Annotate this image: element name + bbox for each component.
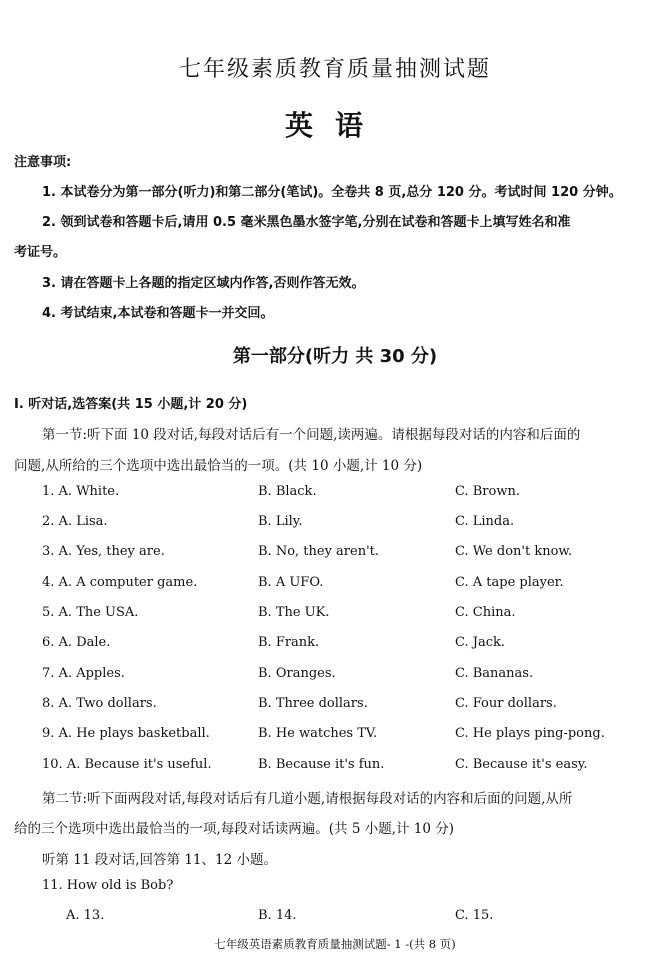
question-11-option-b: B. 14. [258, 908, 297, 923]
question-10-option-a: 10. A. Because it's useful. [42, 757, 212, 772]
question-2-option-c: C. Linda. [455, 514, 515, 529]
question-7-option-a: 7. A. Apples. [42, 666, 125, 681]
question-9-option-b: B. He watches TV. [258, 726, 378, 741]
question-7-option-c: C. Bananas. [455, 666, 534, 681]
question-7-option-b: B. Oranges. [258, 666, 336, 681]
exam-title: 七年级素质教育质量抽测试题 [178, 57, 491, 82]
section-one-heading: Ⅰ. 听对话,选答案(共 15 小题,计 20 分) [14, 397, 248, 412]
question-1-option-b: B. Black. [258, 484, 317, 499]
question-6-option-b: B. Frank. [258, 635, 320, 650]
question-6-option-a: 6. A. Dale. [42, 635, 111, 650]
notice-heading: 注意事项: [14, 155, 72, 170]
question-5-option-b: B. The UK. [258, 605, 330, 620]
question-2-option-b: B. Lily. [258, 514, 303, 529]
question-10-option-c: C. Because it's easy. [455, 757, 588, 772]
question-8-option-b: B. Three dollars. [258, 696, 368, 711]
question-11-option-c: C. 15. [455, 908, 494, 923]
part-one-heading: 第一部分(听力 共 30 分) [232, 346, 438, 367]
question-1-option-c: C. Brown. [455, 484, 520, 499]
notice-item-1: 1. 本试卷分为第一部分(听力)和第二部分(笔试)。全卷共 8 页,总分 120 分。考试时间 120 分钟。 [42, 185, 622, 200]
page-footer: 七年级英语素质教育质量抽测试题- 1 -(共 8 页) [214, 937, 456, 951]
question-10-option-b: B. Because it's fun. [258, 757, 385, 772]
question-8-option-a: 8. A. Two dollars. [42, 696, 157, 711]
notice-item-3: 3. 请在答题卡上各题的指定区域内作答,否则作答无效。 [42, 276, 365, 291]
question-3-option-b: B. No, they aren't. [258, 544, 380, 559]
question-1-option-a: 1. A. White. [42, 484, 120, 499]
question-9-option-c: C. He plays ping-pong. [455, 726, 605, 741]
question-3-option-a: 3. A. Yes, they are. [42, 544, 165, 559]
question-5-option-a: 5. A. The USA. [42, 605, 139, 620]
notice-item-2-cont: 考证号。 [14, 245, 67, 260]
question-8-option-c: C. Four dollars. [455, 696, 557, 711]
question-11-stem: 11. How old is Bob? [42, 878, 174, 893]
question-6-option-c: C. Jack. [455, 635, 506, 650]
question-3-option-c: C. We don't know. [455, 544, 573, 559]
dialogue-11-instruction: 听第 11 段对话,回答第 11、12 小题。 [42, 852, 277, 868]
notice-item-4: 4. 考试结束,本试卷和答题卡一并交回。 [42, 306, 274, 321]
section2-instruction-line1: 第二节:听下面两段对话,每段对话后有几道小题,请根据每段对话的内容和后面的问题,从所 [42, 791, 573, 807]
section1-instruction-line2: 问题,从所给的三个选项中选出最恰当的一项。(共 10 小题,计 10 分) [14, 458, 423, 474]
question-4-option-c: C. A tape player. [455, 575, 564, 590]
question-4-option-a: 4. A. A computer game. [42, 575, 198, 590]
question-2-option-a: 2. A. Lisa. [42, 514, 108, 529]
question-5-option-c: C. China. [455, 605, 516, 620]
question-4-option-b: B. A UFO. [258, 575, 324, 590]
notice-item-2: 2. 领到试卷和答题卡后,请用 0.5 毫米黑色墨水签字笔,分别在试卷和答题卡上填写姓名和准 [42, 215, 571, 230]
section2-instruction-line2: 给的三个选项中选出最恰当的一项,每段对话读两遍。(共 5 小题,计 10 分) [14, 821, 455, 837]
question-11-option-a: A. 13. [66, 908, 105, 923]
subject-title: 英语 [284, 109, 385, 142]
section1-instruction-line1: 第一节:听下面 10 段对话,每段对话后有一个问题,读两遍。请根据每段对话的内容和后面的 [42, 427, 581, 443]
question-9-option-a: 9. A. He plays basketball. [42, 726, 210, 741]
